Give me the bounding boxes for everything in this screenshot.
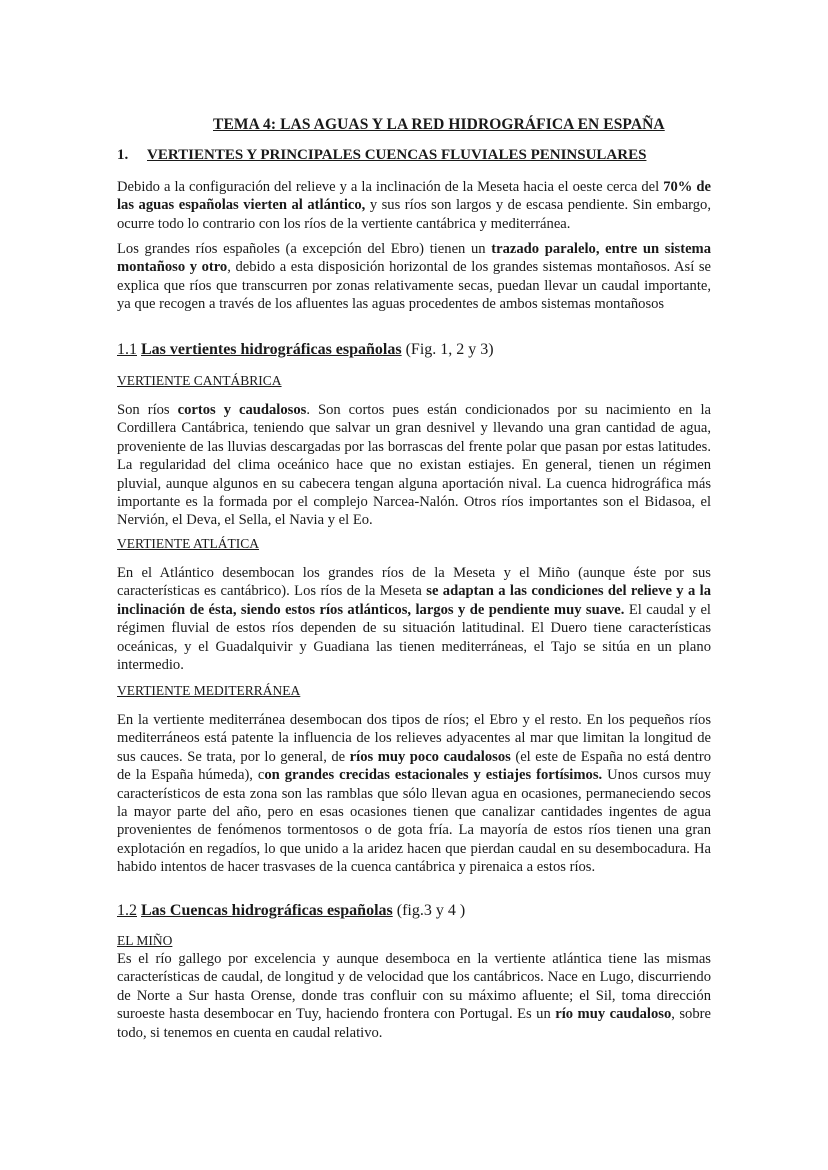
paragraph-mediterranea: [117, 711, 711, 877]
text: y sus ríos son largos y de escasa pendiente. Sin embargo, ocurre todo lo contrario con los ríos de la vertiente cantábrica y mediterránea.: [117, 197, 712, 232]
text: Es el río gallego por excelencia y aunque desemboca en la vertiente atlántica tiene las mismas características de caudal, de longitud y de velocidad que los cantábricos. Nace en Lugo, discurriendo de Norte a Sur hasta Orense, donde tras confluir con su máximo afluente; el Sil, toma dirección suroeste hasta desembocar en Tuy, haciendo frontera con Portugal. Es un: [117, 951, 711, 1023]
figure-reference: (fig.3 y 4 ): [392, 902, 466, 919]
subsection-title: Las Cuencas hidrográficas españolas: [141, 902, 393, 919]
heading-vertiente-atlantica: VERTIENTE ATLÁTICA: [117, 536, 260, 551]
text: . Son cortos pues están condicionados por su nacimiento en la Cordillera Cantábrica, teniendo que salvar un gran desnivel y llevando una gran cantidad de agua, proveniente de las lluvias descargadas por las borrascas del frente polar que pasan por estas latitudes. La regularidad del clima oceánico hace que no existan estiajes. En general, tienen un régimen pluvial, aunque algunos en su cabecera tengan alguna aportación nival. La cuenca hidrográfica más importante es la formada por el complejo Narcea-Nalón. Otros ríos importantes son el Bidasoa, el Nervión, el Deva, el Sella, el Navia y el Eo.: [117, 402, 711, 529]
text: Debido a la configuración del relieve y a la inclinación de la Meseta hacia el oeste cerca del: [117, 179, 664, 195]
paragraph-intro-2: [117, 240, 711, 314]
subsection-heading-1-2: [117, 902, 465, 920]
subsection-number: 1.1: [117, 341, 137, 358]
paragraph-cantabrica: [117, 401, 711, 530]
text: El caudal y el régimen fluvial de estos ríos dependen de su situación latitudinal. El Duero tiene características oceánicas, y el Guadalquivir y Guadiana las tienen mediterráneas, el Tajo se sitúa en un plano intermedio.: [117, 601, 711, 674]
text: Son ríos: [117, 402, 178, 418]
paragraph-mino: [117, 950, 711, 1042]
document-title: TEMA 4: LAS AGUAS Y LA RED HIDROGRÁFICA EN ESPAÑA: [213, 116, 665, 133]
subsection-title: Las vertientes hidrográficas españolas: [141, 341, 402, 358]
heading-vertiente-mediterranea: VERTIENTE MEDITERRÁNEA: [117, 683, 301, 698]
bold-text: 70% de las aguas españolas vierten al atlántico,: [117, 179, 711, 214]
bold-text: trazado paralelo, entre un sistema montañoso y otro: [117, 241, 712, 276]
bold-text: cortos y caudalosos: [177, 402, 307, 418]
text: Unos cursos muy característicos de esta zona son las ramblas que sólo llevan agua en ocasiones, permaneciendo secos la mayor parte del año, pero en esas ocasiones tienen que canalizar cantidades ingentes de agua provenientes de fenómenos tormentosos o de gota fría. La mayoría de estos ríos tienen una gran explotación en regadíos, lo que unido a la aridez hacen que pierdan caudal en su desembocadura. Ha habido intentos de hacer trasvases de la cuenca cantábrica y pirenaica a estos ríos.: [117, 767, 711, 876]
bold-text: ríos muy poco caudalosos: [349, 748, 511, 765]
bold-text: se adaptan a las condiciones del relieve y a la inclinación de ésta, siendo estos ríos atlánticos, largos y de pendiente muy suave.: [117, 583, 711, 618]
text: (el este de España no está dentro de la España húmeda), c: [117, 748, 711, 784]
section-title: VERTIENTES Y PRINCIPALES CUENCAS FLUVIALES PENINSULARES: [147, 147, 647, 163]
paragraph-atlantica: [117, 564, 711, 674]
subsection-heading-1-1: [117, 341, 494, 359]
bold-text: río muy caudaloso: [555, 1006, 672, 1023]
text: Los grandes ríos españoles (a excepción del Ebro) tienen un: [117, 241, 492, 257]
bold-text: on grandes crecidas estacionales y estiajes fortísimos.: [264, 767, 603, 784]
heading-vertiente-cantabrica: VERTIENTE CANTÁBRICA: [117, 373, 282, 388]
figure-reference: (Fig. 1, 2 y 3): [401, 341, 494, 358]
text: , sobre todo, si tenemos en cuenta en caudal relativo.: [117, 1006, 711, 1041]
subsection-number: 1.2: [117, 902, 137, 919]
text: En la vertiente mediterránea desembocan dos tipos de ríos; el Ebro y el resto. En los pequeños ríos mediterráneos está patente la influencia de los relieves adyacentes al mar que limitan la longitud de sus cauces. Se trata, por lo general, de: [117, 712, 711, 765]
text: , debido a esta disposición horizontal de los grandes sistemas montañosos. Así se explica que ríos que transcurren por zonas relativamente secas, puedan llevar un caudal importante, ya que recogen a través de los afluentes las aguas procedentes de ambos sistemas montañosos: [117, 259, 711, 313]
section-heading: [117, 147, 646, 164]
heading-el-mino: EL MIÑO: [117, 933, 173, 948]
section-number: 1.: [117, 147, 129, 163]
text: En el Atlántico desembocan los grandes ríos de la Meseta y el Miño (aunque éste por sus características es cantábrico). Los ríos de la Meseta: [117, 565, 711, 600]
paragraph-intro-1: [117, 178, 711, 233]
